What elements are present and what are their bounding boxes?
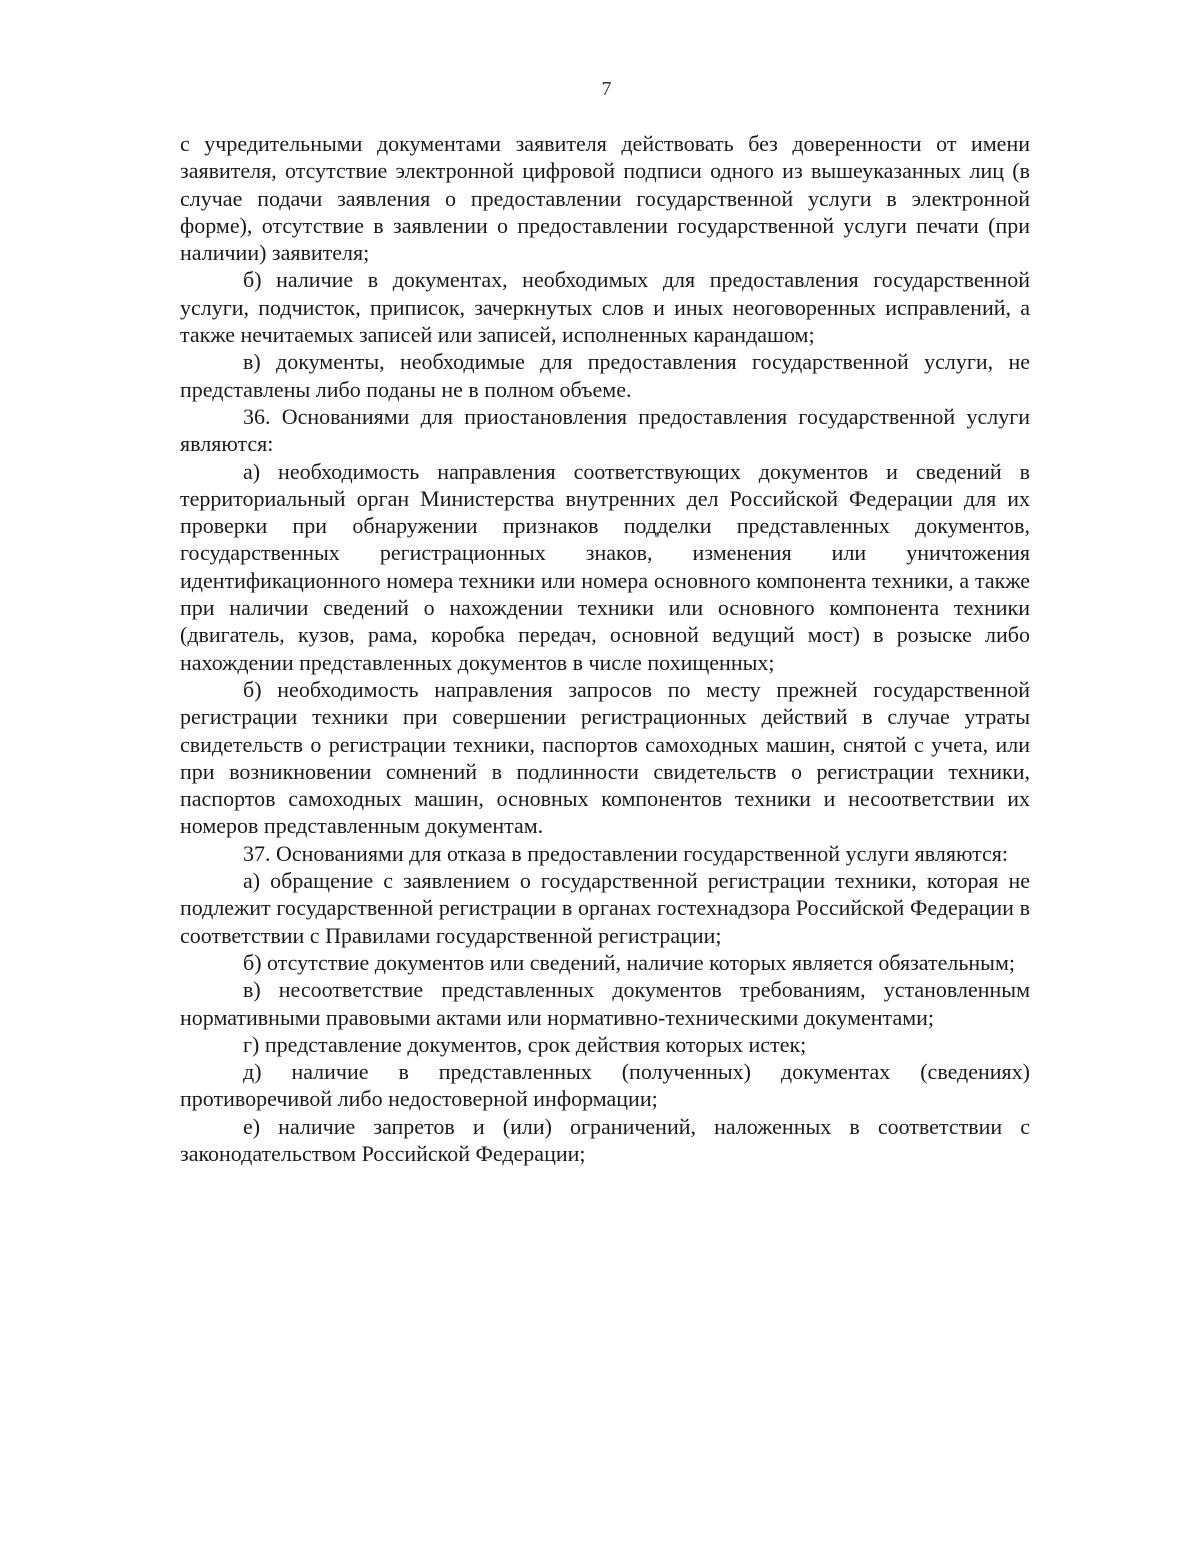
- document-body: [180, 130, 1030, 1167]
- paragraph-clause-37-item-a: а) обращение с заявлением о государственной регистрации техники, которая не подлежит государственной регистрации в органах гостехнадзора Российской Федерации в соответствии с Правилами государственной регистрации;: [180, 868, 1030, 948]
- paragraph-clause-37-item-e: е) наличие запретов и (или) ограничений, наложенных в соответствии с законодательством Российской Федерации;: [180, 1113, 1030, 1166]
- paragraph-clause-36-item-a: а) необходимость направления соответствующих документов и сведений в территориальный орган Министерства внутренних дел Российской Федерации для их проверки при обнаружении признаков подделки представленных документов, государственных регистрационных знаков, изменения или уничтожения идентификационного номера техники или номера основного компонента техники, а также при наличии сведений о нахождении техники или основного компонента техники (двигатель, кузов, рама, коробка передач, основной ведущий мост) в розыске либо нахождении представленных документов в числе похищенных;: [180, 458, 1030, 675]
- paragraph-clause-36-item-b: б) необходимость направления запросов по месту прежней государственной регистрации техники при совершении регистрационных действий в случае утраты свидетельств о регистрации техники, паспортов самоходных машин, снятой с учета, или при возникновении сомнений в подлинности свидетельств о регистрации техники, паспортов самоходных машин, основных компонентов техники и несоответствии их номеров представленным документам.: [180, 676, 1030, 839]
- paragraph-clause-36: 36. Основаниями для приостановления предоставления государственной услуги являются:: [180, 403, 1030, 457]
- paragraph-continuation: с учредительными документами заявителя действовать без доверенности от имени заявителя, отсутствие электронной цифровой подписи одного из вышеуказанных лиц (в случае подачи заявления о предоставлении государственной услуги в электронной форме), отсутствие в заявлении о предоставлении государственной услуги печати (при наличии) заявителя;: [180, 131, 1030, 266]
- paragraph-clause-37-item-v: в) несоответствие представленных документов требованиям, установленным нормативными правовыми актами или нормативно-техническими документами;: [180, 977, 1030, 1030]
- paragraph-clause-37-item-b: б) отсутствие документов или сведений, наличие которых является обязательным;: [243, 949, 1015, 975]
- paragraph-clause-37-item-d: д) наличие в представленных (полученных) документах (сведениях) противоречивой либо недостоверной информации;: [180, 1059, 1030, 1112]
- page-number: 7: [601, 78, 612, 100]
- paragraph-clause-37: 37. Основаниями для отказа в предоставлении государственной услуги являются:: [243, 840, 1008, 866]
- paragraph-clause-37-item-g: г) представление документов, срок действия которых истек;: [243, 1031, 807, 1057]
- paragraph-item-b-corrections: б) наличие в документах, необходимых для предоставления государственной услуги, подчисток, приписок, зачеркнутых слов и иных неоговоренных исправлений, а также нечитаемых записей или записей, исполненных карандашом;: [180, 267, 1030, 348]
- paragraph-item-v-incomplete: в) документы, необходимые для предоставления государственной услуги, не представлены либо поданы не в полном объеме.: [180, 349, 1030, 402]
